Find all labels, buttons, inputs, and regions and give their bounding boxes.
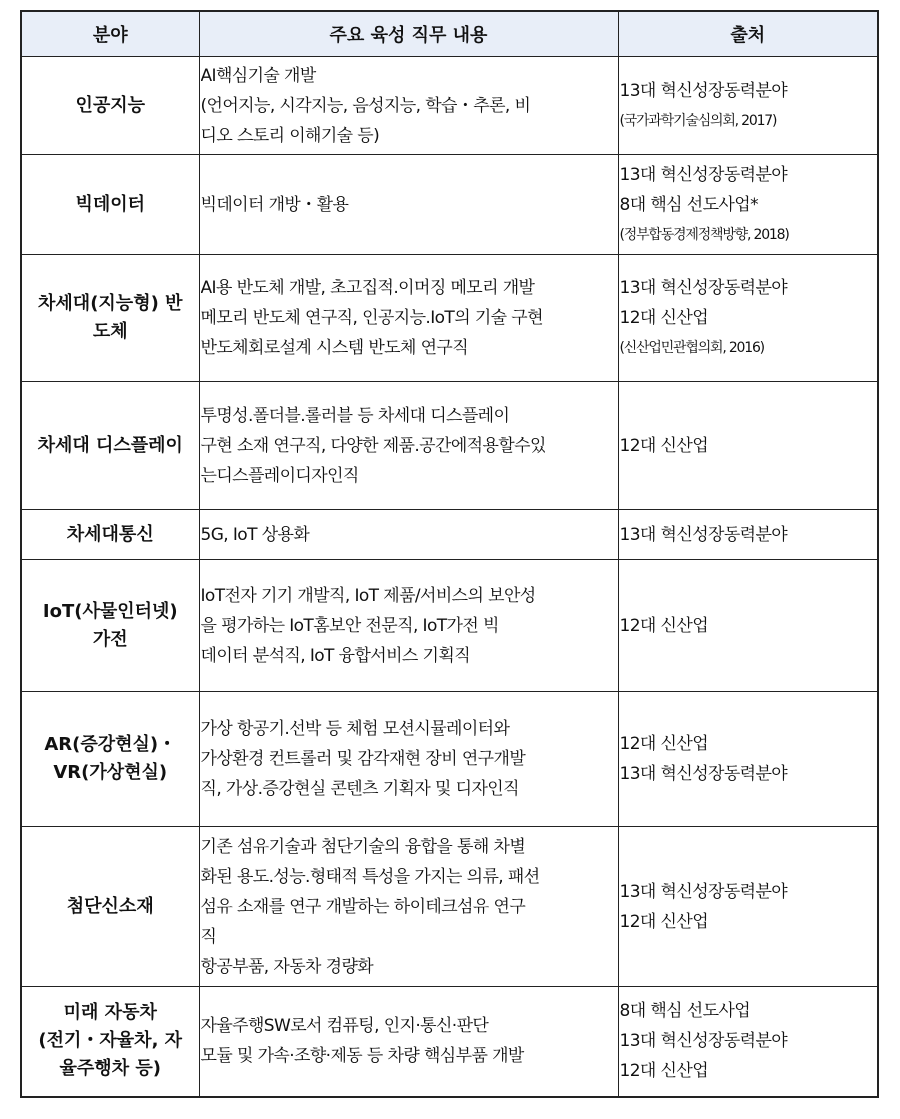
field-cell-line: 도체 [92, 321, 128, 342]
field-cell [21, 57, 199, 155]
field-cell [21, 255, 199, 382]
field-cell-line: 차세대통신 [66, 523, 154, 545]
content-cell-line: 모듈 및 가속·조향·제동 등 차량 핵심부품 개발 [200, 1046, 524, 1067]
source-cell-line: 12대 신산업 [619, 308, 709, 328]
source-cell-line: 13대 혁신성장동력분야 [619, 524, 788, 545]
content-cell [199, 155, 618, 255]
source-cell-line: 13대 혁신성장동력분야 [619, 164, 788, 185]
job-field-table [20, 10, 879, 1098]
source-cell [618, 255, 878, 382]
table-row [21, 510, 878, 560]
source-cell-line: 12대 신산업 [619, 435, 709, 456]
header-row [21, 11, 878, 57]
content-cell-line: 기존 섬유기술과 첨단기술의 융합을 통해 차별 [200, 836, 526, 857]
content-cell-line: 자율주행SW로서 컴퓨팅, 인지·통신·판단 [200, 1016, 489, 1037]
field-cell-line: 빅데이터 [75, 193, 146, 215]
field-cell [21, 510, 199, 560]
content-cell-line: 항공부품, 자동차 경량화 [200, 956, 374, 977]
field-cell-line: AR(증강현실)・ [44, 734, 177, 755]
table-row [21, 827, 878, 987]
content-cell-line: 투명성.폴더블.롤러블 등 차세대 디스플레이 [200, 405, 510, 426]
field-cell-line: 인공지능 [75, 94, 146, 116]
source-cell-line: 13대 혁신성장동력분야 [619, 1031, 788, 1052]
content-cell-line: 가상 항공기.선박 등 체험 모션시뮬레이터와 [200, 719, 510, 739]
field-cell-line: (전기・자율차, 자 [38, 1030, 183, 1052]
source-cell-line: (국가과학기술심의회, 2017) [619, 112, 777, 129]
content-cell-line: 는디스플레이디자인직 [200, 465, 359, 486]
source-cell [618, 57, 878, 155]
table-row [21, 560, 878, 692]
source-cell [618, 510, 878, 560]
content-cell-line: 빅데이터 개방・활용 [200, 194, 349, 215]
content-cell [199, 382, 618, 510]
content-cell-line: AI핵심기술 개발 [200, 65, 316, 86]
source-cell-line: 8대 핵심 선도사업* [619, 194, 758, 215]
field-cell-line: 차세대(지능형) 반 [38, 293, 183, 314]
field-cell-line: IoT(사물인터넷) [42, 600, 178, 622]
source-cell [618, 987, 878, 1097]
source-cell-line: 12대 신산업 [619, 734, 709, 754]
content-cell-line: 을 평가하는 IoT홈보안 전문직, IoT가전 빅 [200, 615, 499, 636]
content-cell [199, 57, 618, 155]
field-cell [21, 382, 199, 510]
field-cell-line: VR(가상현실) [53, 762, 168, 783]
header-source: 출처 [618, 11, 878, 57]
content-cell-line: 반도체회로설계 시스템 반도체 연구직 [200, 338, 469, 358]
source-cell-line: 13대 혁신성장동력분야 [619, 881, 788, 902]
content-cell-line: 데이터 분석직, IoT 융합서비스 기획직 [200, 645, 471, 666]
field-cell-line: 첨단신소재 [66, 895, 154, 917]
source-cell [618, 560, 878, 692]
source-cell-line: (정부합동경제정책방향, 2018) [619, 226, 789, 243]
content-cell-line: 메모리 반도체 연구직, 인공지능.IoT의 기술 구현 [200, 308, 543, 328]
source-cell-line: 12대 신산업 [619, 615, 709, 636]
source-cell-line: 13대 혁신성장동력분야 [619, 278, 788, 298]
field-cell-line: 미래 자동차 [63, 1002, 157, 1024]
field-cell-line: 차세대 디스플레이 [37, 434, 183, 456]
content-cell-line: (언어지능, 시각지능, 음성지능, 학습・추론, 비 [200, 95, 531, 116]
content-cell [199, 692, 618, 827]
table-row [21, 57, 878, 155]
content-cell-line: 섬유 소재를 연구 개발하는 하이테크섬유 연구 [200, 896, 526, 917]
content-cell [199, 255, 618, 382]
header-field: 분야 [21, 11, 199, 57]
content-cell-line: 직, 가상.증강현실 콘텐츠 기획자 및 디자인직 [200, 779, 519, 799]
field-cell [21, 692, 199, 827]
content-cell [199, 560, 618, 692]
content-cell [199, 510, 618, 560]
source-cell-line: 13대 혁신성장동력분야 [619, 80, 788, 101]
content-cell-line: 디오 스토리 이해기술 등) [200, 125, 380, 146]
table-row [21, 382, 878, 510]
table-row [21, 987, 878, 1097]
source-cell-line: 12대 신산업 [619, 1061, 709, 1082]
table-row [21, 255, 878, 382]
field-cell [21, 987, 199, 1097]
source-cell [618, 382, 878, 510]
table-row [21, 692, 878, 827]
source-cell [618, 692, 878, 827]
source-cell-line: 8대 핵심 선도사업 [619, 1001, 751, 1022]
field-cell-line: 가전 [92, 628, 128, 650]
source-cell-line: 13대 혁신성장동력분야 [619, 764, 788, 784]
table-body [21, 57, 878, 1097]
content-cell [199, 827, 618, 987]
source-cell [618, 155, 878, 255]
field-cell [21, 827, 199, 987]
content-cell-line: 가상환경 컨트롤러 및 감각재현 장비 연구개발 [200, 749, 526, 769]
source-cell [618, 827, 878, 987]
source-cell-line: 12대 신산업 [619, 911, 709, 932]
content-cell-line: 화된 용도.성능.형태적 특성을 가지는 의류, 패션 [200, 866, 540, 887]
content-cell-line: 구현 소재 연구직, 다양한 제품.공간에적용할수있 [200, 435, 546, 456]
content-cell-line: AI용 반도체 개발, 초고집적.이머징 메모리 개발 [200, 278, 535, 298]
field-cell-line: 율주행차 등) [59, 1058, 161, 1080]
table-row [21, 155, 878, 255]
field-cell [21, 155, 199, 255]
content-cell [199, 987, 618, 1097]
source-cell-line: (신산업민관협의회, 2016) [619, 340, 764, 356]
content-cell-line: 5G, IoT 상용화 [200, 524, 310, 545]
header-content: 주요 육성 직무 내용 [199, 11, 618, 57]
field-cell [21, 560, 199, 692]
content-cell-line: 직 [200, 926, 217, 947]
content-cell-line: IoT전자 기기 개발직, IoT 제품/서비스의 보안성 [200, 585, 536, 606]
